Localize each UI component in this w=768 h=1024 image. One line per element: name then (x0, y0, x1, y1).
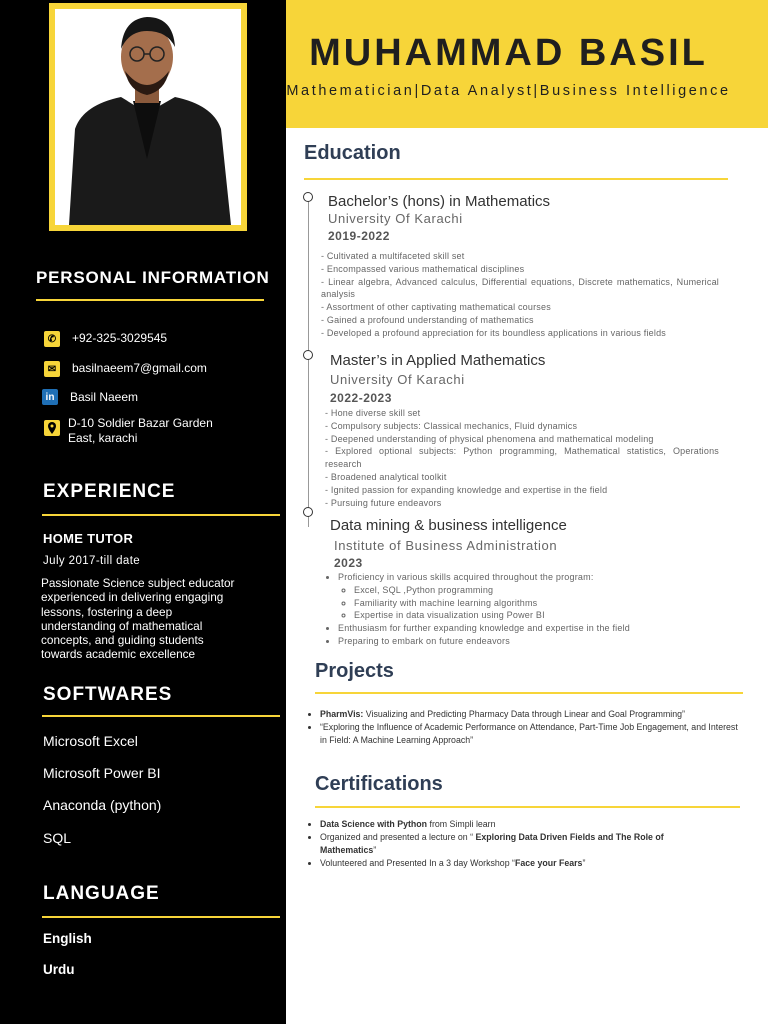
phone-number: +92-325-3029545 (72, 331, 168, 345)
detail-line: - Linear algebra, Advanced calculus, Differential equations, Discrete mathematics, Numerical analysis (321, 276, 719, 300)
projects-divider (315, 692, 743, 694)
software-item: Anaconda (python) (43, 797, 162, 813)
softwares-divider (42, 715, 280, 717)
experience-heading: EXPERIENCE (43, 481, 176, 502)
detail-line: - Compulsory subjects: Classical mechanics, Fluid dynamics (325, 420, 578, 431)
certification-item: • Data Science with Python from Simpli learn (320, 818, 716, 831)
language-item: English (43, 931, 92, 946)
language-item: Urdu (43, 962, 75, 977)
detail-line: - Assortment of other captivating mathematical courses (321, 302, 551, 313)
software-item: SQL (43, 830, 72, 846)
detail-line: - Gained a profound understanding of mathematics (321, 314, 534, 325)
degree-years: 2022-2023 (330, 391, 392, 405)
institute-name: University Of Karachi (330, 372, 465, 387)
detail-item: • Preparing to embark on future endeavors (338, 635, 722, 648)
personal-info-divider (36, 299, 264, 301)
detail-line: - Cultivated a multifaceted skill set (321, 251, 465, 261)
project-item: • “Exploring the Influence of Academic Performance on Attendance, Part-Time Job Engagement, and Interest in Field: A Machine Learning Approach” (320, 721, 746, 747)
detail-item: • Enthusiasm for further expanding knowledge and expertise in the field (338, 622, 722, 635)
degree-years: 2023 (334, 556, 363, 570)
education-heading: Education (304, 142, 401, 164)
timeline-dot (303, 507, 313, 517)
location-pin-icon (44, 420, 60, 436)
phone-icon: ✆ (44, 331, 60, 347)
project-item: • PharmVis: Visualizing and Predicting Pharmacy Data through Linear and Goal Programming” (320, 708, 746, 721)
candidate-name: MUHAMMAD BASIL (309, 32, 708, 74)
degree-years: 2019-2022 (328, 229, 390, 243)
certifications-list (308, 818, 716, 870)
language-heading: LANGUAGE (43, 883, 160, 904)
detail-line: - Explored optional subjects: Python programming, Mathematical statistics, Operations research (325, 446, 719, 470)
experience-date: July 2017-till date (43, 555, 141, 567)
experience-divider (42, 514, 280, 516)
linkedin-icon: in (42, 389, 58, 405)
detail-subitem: ◦ Expertise in data visualization using Power BI (354, 609, 722, 622)
certification-item: • Organized and presented a lecture on “ Exploring Data Driven Fields and The Role of Mathematics” (320, 831, 716, 857)
degree-details (321, 250, 719, 340)
candidate-subtitle: Mathematician|Data Analyst|Business Intelligence (286, 83, 731, 99)
degree-title: Master’s in Applied Mathematics (330, 352, 546, 369)
timeline-dot (303, 350, 313, 360)
detail-item: • Proficiency in various skills acquired throughout the program: ◦ Excel, SQL ,Python programming ◦ Familiarity with machine learning algorithms ◦ Expertise in data visualization using Power BI (338, 571, 722, 622)
software-item: Microsoft Excel (43, 733, 138, 749)
degree-details (325, 407, 719, 509)
experience-role: HOME TUTOR (43, 531, 134, 546)
projects-heading: Projects (315, 660, 394, 682)
education-divider (304, 178, 728, 180)
personal-info-heading: PERSONAL INFORMATION (36, 268, 270, 287)
email-icon: ✉ (44, 361, 60, 377)
certification-item: • Volunteered and Presented In a 3 day Workshop “Face your Fears” (320, 857, 716, 870)
email-address[interactable]: basilnaeem7@gmail.com (72, 361, 207, 375)
detail-line: - Encompassed various mathematical disciplines (321, 263, 525, 274)
detail-line: - Ignited passion for expanding knowledge and expertise in the field (325, 484, 608, 495)
projects-list (308, 708, 746, 747)
detail-line: - Pursuing future endeavors (325, 497, 442, 508)
degree-title: Data mining & business intelligence (330, 517, 567, 534)
experience-description: Passionate Science subject educator experienced in delivering engaging lessons, fostering a deep understanding of mathematical concepts, and guiding students towards academic excellence (41, 576, 235, 662)
home-address: D-10 Soldier Bazar Garden East, karachi (68, 416, 213, 445)
detail-line: - Developed a profound appreciation for its boundless applications in various fields (321, 327, 666, 338)
degree-details (322, 571, 722, 648)
profile-photo (55, 9, 241, 225)
institute-name: University Of Karachi (328, 211, 463, 226)
detail-line: - Deepened understanding of physical phenomena and mathematical modeling (325, 433, 654, 444)
softwares-heading: SOFTWARES (43, 684, 173, 705)
linkedin-name[interactable]: Basil Naeem (70, 390, 139, 404)
detail-line: - Hone diverse skill set (325, 408, 421, 418)
degree-title: Bachelor’s (hons) in Mathematics (328, 193, 551, 210)
detail-line: - Broadened analytical toolkit (325, 471, 447, 482)
institute-name: Institute of Business Administration (334, 538, 558, 553)
certifications-heading: Certifications (315, 773, 443, 795)
timeline-line (308, 197, 309, 527)
detail-subitem: ◦ Excel, SQL ,Python programming (354, 584, 722, 597)
software-item: Microsoft Power BI (43, 765, 161, 781)
timeline-dot (303, 192, 313, 202)
language-divider (42, 916, 280, 918)
detail-subitem: ◦ Familiarity with machine learning algorithms (354, 597, 722, 610)
certifications-divider (315, 806, 740, 808)
